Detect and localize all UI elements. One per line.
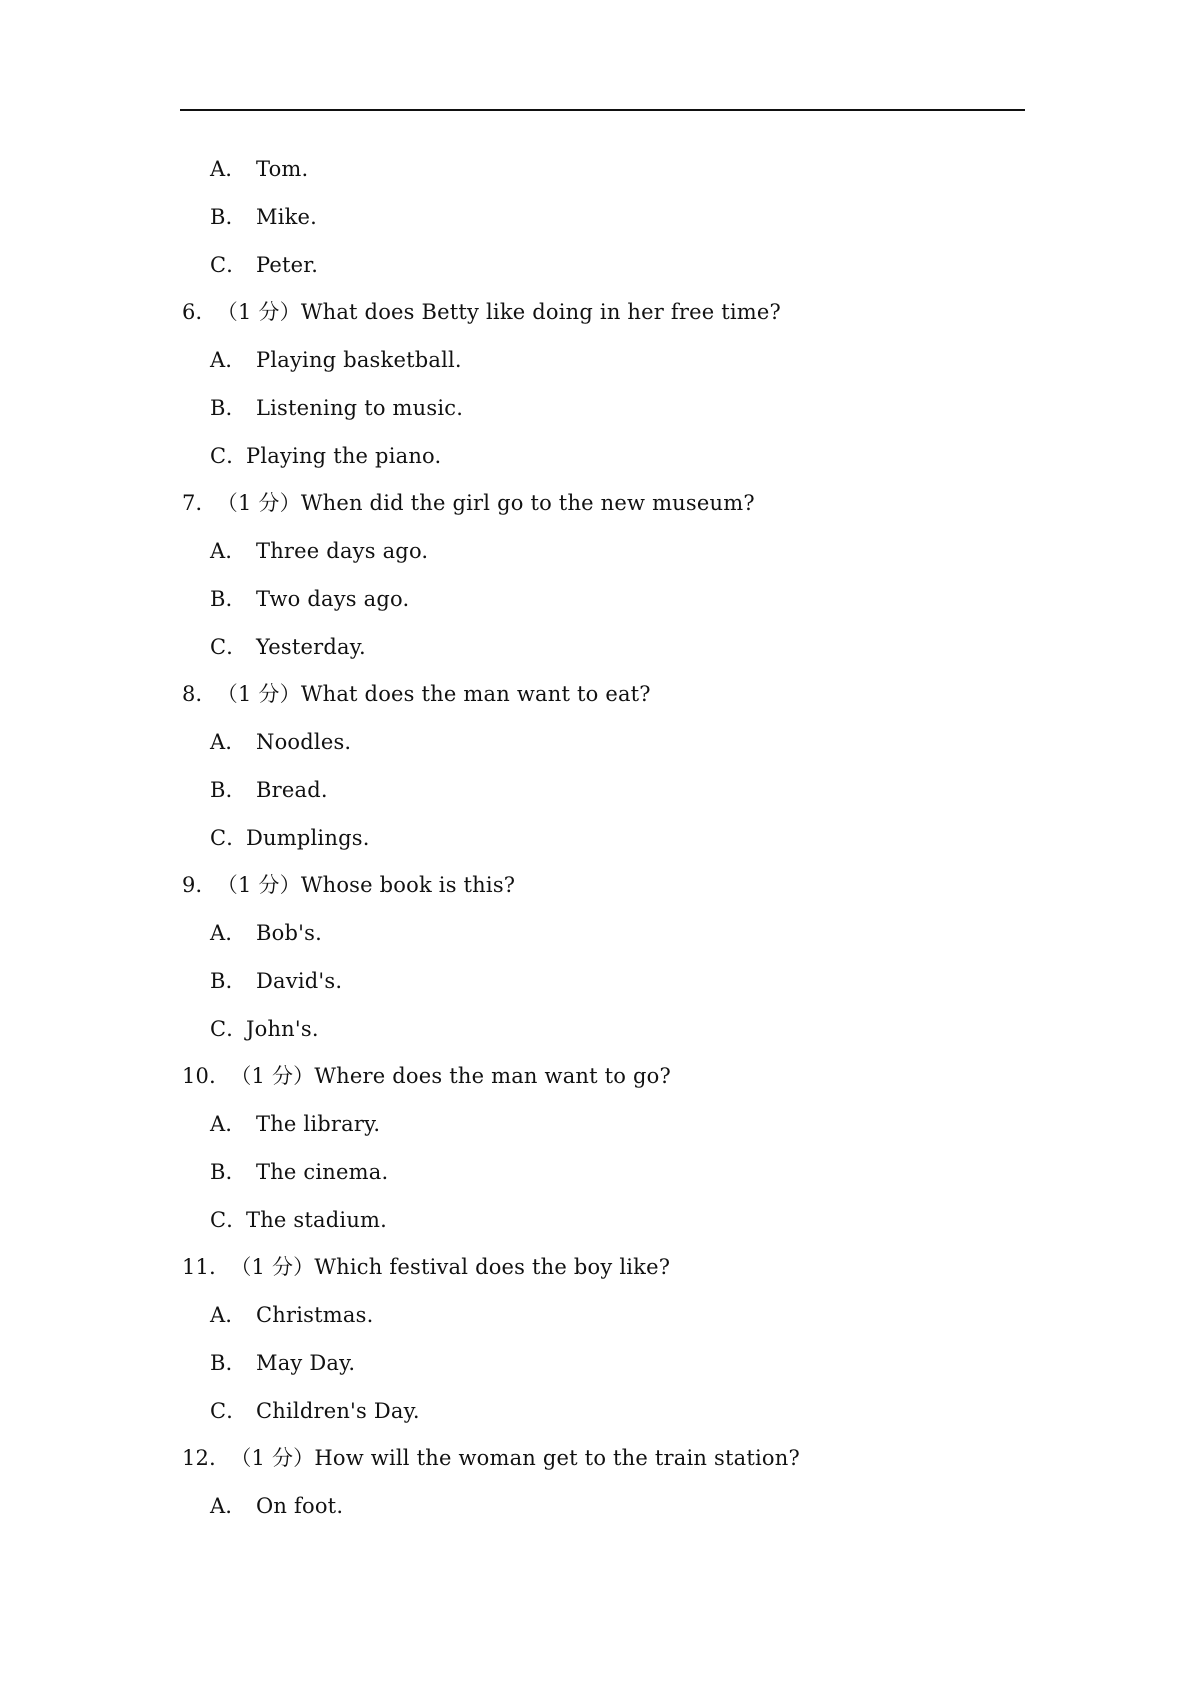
- option-label: B．: [210, 1160, 247, 1184]
- question-text: What does the man want to eat?: [300, 682, 651, 706]
- option-text: David's.: [256, 969, 343, 993]
- option-label: A．: [210, 1494, 247, 1518]
- option-label: B．: [210, 396, 247, 420]
- option-label: C．: [210, 1017, 248, 1041]
- option-label: C．: [210, 253, 248, 277]
- option-text: Listening to music.: [256, 396, 464, 420]
- q7-option-b: [210, 585, 409, 613]
- question-score: （1 分）: [216, 491, 301, 515]
- question-text: Where does the man want to go?: [314, 1064, 671, 1088]
- option-label: C．: [210, 1399, 248, 1423]
- option-label: B．: [210, 778, 247, 802]
- question-text: When did the girl go to the new museum?: [300, 491, 755, 515]
- q7-stem: [182, 489, 755, 517]
- option-label: A．: [210, 730, 247, 754]
- option-text: Yesterday.: [256, 635, 366, 659]
- option-text: Bob's.: [256, 921, 322, 945]
- option-text: Playing the piano.: [246, 444, 442, 468]
- option-label: A．: [210, 157, 247, 181]
- question-text: What does Betty like doing in her free time?: [300, 300, 781, 324]
- q8-option-a: [210, 728, 351, 756]
- question-score: （1 分）: [216, 300, 301, 324]
- q9-option-c: [210, 1015, 319, 1043]
- option-text: The cinema.: [256, 1160, 389, 1184]
- q6-stem: [182, 298, 781, 326]
- question-score: （1 分）: [230, 1446, 315, 1470]
- q12-stem: [182, 1444, 800, 1472]
- q10-option-a: [210, 1110, 380, 1138]
- q7-option-a: [210, 537, 428, 565]
- q9-stem: [182, 871, 515, 899]
- question-score: （1 分）: [216, 682, 301, 706]
- option-text: Dumplings.: [246, 826, 370, 850]
- header-rule: [180, 109, 1025, 111]
- q10-option-c: [210, 1206, 387, 1234]
- question-text: Whose book is this?: [300, 873, 516, 897]
- question-score: （1 分）: [230, 1064, 315, 1088]
- q5-option-c: [210, 251, 318, 279]
- q11-option-a: [210, 1301, 373, 1329]
- option-label: C．: [210, 826, 248, 850]
- q6-option-c: [210, 442, 441, 470]
- option-label: C．: [210, 444, 248, 468]
- option-label: B．: [210, 205, 247, 229]
- q5-option-a: [210, 155, 308, 183]
- option-label: B．: [210, 969, 247, 993]
- question-score: （1 分）: [230, 1255, 315, 1279]
- q12-option-a: [210, 1492, 343, 1520]
- q7-option-c: [210, 633, 366, 661]
- q6-option-b: [210, 394, 463, 422]
- option-label: A．: [210, 1303, 247, 1327]
- question-number: 10．: [182, 1064, 231, 1088]
- question-text: Which festival does the boy like?: [314, 1255, 671, 1279]
- option-text: Mike.: [256, 205, 318, 229]
- option-text: Playing basketball.: [256, 348, 462, 372]
- question-text: How will the woman get to the train station?: [314, 1446, 800, 1470]
- option-text: Children's Day.: [256, 1399, 420, 1423]
- option-text: Noodles.: [256, 730, 352, 754]
- option-text: Three days ago.: [256, 539, 429, 563]
- option-label: A．: [210, 539, 247, 563]
- q9-option-a: [210, 919, 322, 947]
- q11-stem: [182, 1253, 670, 1281]
- option-text: The stadium.: [246, 1208, 388, 1232]
- q9-option-b: [210, 967, 342, 995]
- question-number: 9．: [182, 873, 217, 897]
- option-text: On foot.: [256, 1494, 344, 1518]
- q8-stem: [182, 680, 651, 708]
- option-text: Peter.: [256, 253, 319, 277]
- question-number: 6．: [182, 300, 217, 324]
- option-label: A．: [210, 1112, 247, 1136]
- option-text: Christmas.: [256, 1303, 374, 1327]
- question-number: 12．: [182, 1446, 231, 1470]
- option-text: The library.: [256, 1112, 381, 1136]
- option-label: C．: [210, 635, 248, 659]
- q11-option-b: [210, 1349, 355, 1377]
- q10-stem: [182, 1062, 671, 1090]
- option-label: B．: [210, 587, 247, 611]
- q6-option-a: [210, 346, 462, 374]
- option-label: C．: [210, 1208, 248, 1232]
- question-number: 7．: [182, 491, 217, 515]
- q5-option-b: [210, 203, 317, 231]
- q8-option-b: [210, 776, 328, 804]
- option-text: John's.: [246, 1017, 319, 1041]
- q11-option-c: [210, 1397, 420, 1425]
- question-number: 8．: [182, 682, 217, 706]
- option-text: Two days ago.: [256, 587, 410, 611]
- option-label: A．: [210, 921, 247, 945]
- option-text: Bread.: [256, 778, 328, 802]
- option-label: A．: [210, 348, 247, 372]
- option-text: Tom.: [256, 157, 309, 181]
- question-number: 11．: [182, 1255, 231, 1279]
- question-score: （1 分）: [216, 873, 301, 897]
- q10-option-b: [210, 1158, 388, 1186]
- option-text: May Day.: [256, 1351, 356, 1375]
- option-label: B．: [210, 1351, 247, 1375]
- q8-option-c: [210, 824, 370, 852]
